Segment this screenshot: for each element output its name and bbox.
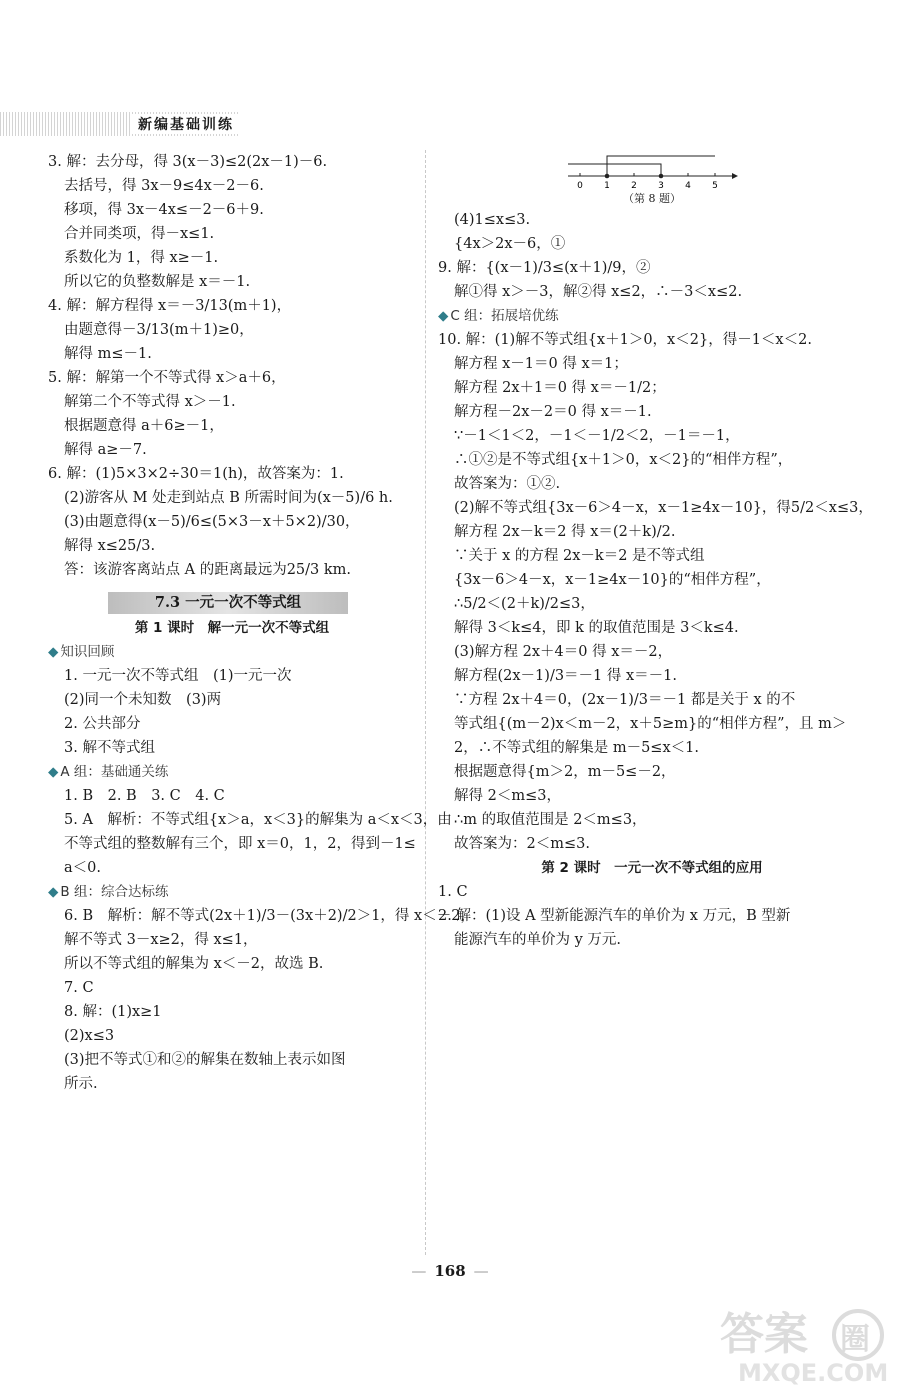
figure-caption: （第 8 题） [623,192,681,205]
header-title: 新编基础训练 [132,114,240,134]
answer-line: ∵方程 2x＋4＝0，(2x－1)/3＝－1 都是关于 x 的不 [454,692,796,708]
answer-line: ∴①②是不等式组{x＋1＞0，x＜2}的“相伴方程”， [454,452,793,468]
answer-line: 系数化为 1，得 x≥－1. [64,250,219,266]
answer-line: (2)同一个未知数 (3)两 [64,692,222,708]
answer-line: {4x＞2x－6，① [454,236,566,252]
answer-line: 故答案为：①②. [454,476,561,492]
answer-line: 1. B 2. B 3. C 4. C [64,788,225,804]
answer-line: 3. 解不等式组 [64,740,155,756]
answer-line: 解得 x≤25/3. [64,538,156,554]
group-heading [48,760,416,784]
answer-line: 移项，得 3x－4x≤－2－6＋9. [64,202,264,218]
answer-line: 3. 解：去分母，得 3(x－3)≤2(2x－1)－6. [48,154,328,170]
answer-list-top [48,150,416,582]
svg-text:答案: 答案 [720,1309,808,1360]
answer-line: 合并同类项，得－x≤1. [64,226,215,242]
answer-line: 由题意得－3/13(m＋1)≥0， [64,322,254,338]
solution-endpoint-lower [605,174,610,179]
answer-line: 所以它的负整数解是 x＝－1. [64,274,251,290]
answer-line: 8. 解：(1)x≥1 [64,1004,162,1020]
answer-line: 不等式组的整数解有三个，即 x＝0，1，2，得到－1≤ [64,836,416,852]
answer-line: 解得 m≤－1. [64,346,152,362]
group-heading-label: A 组：基础通关练 [60,764,169,780]
page-number: — 168 — [0,1262,900,1280]
diamond-bullet-icon: ◆ [48,884,59,900]
answer-line: 解方程－2x－2＝0 得 x＝－1. [454,404,652,420]
lesson-1-title: 第 1 课时 解一元一次不等式组 [134,620,330,636]
answer-line: 6. 解：(1)5×3×2÷30＝1(h)，故答案为：1. [48,466,344,482]
number-line-figure [562,150,742,190]
answer-line: 解得 3＜k≤4，即 k 的取值范围是 3＜k≤4. [454,620,739,636]
answer-list-c [438,880,866,952]
answer-line: (3)把不等式①和②的解集在数轴上表示如图 [64,1052,346,1068]
answer-line: 6. B 解析：解不等式(2x＋1)/3－(3x＋2)/2＞1，得 x＜－2， [64,908,475,924]
lesson-2-title: 第 2 课时 一元一次不等式组的应用 [541,860,763,876]
answer-line: (3)由题意得(x－5)/6≤(5×3－x＋5×2)/30， [64,514,360,530]
answer-line: a＜0. [64,860,101,876]
answer-line: (2)解不等式组{3x－6＞4－x，x－1≥4x－10}，得5/2＜x≤3， [454,500,873,516]
answer-line: 2. 解：(1)设 A 型新能源汽车的单价为 x 万元，B 型新 [438,908,791,924]
number-line-arrow [732,173,738,179]
section-title-banner: 7.3 一元一次不等式组 [108,592,348,614]
diamond-bullet-icon: ◆ [48,764,59,780]
answer-line: 解第二个不等式得 x＞－1. [64,394,236,410]
number-line-tick-label: 5 [712,181,718,190]
answer-line: 能源汽车的单价为 y 万元. [454,932,622,948]
answer-line: 4. 解：解方程得 x＝－3/13(m＋1)， [48,298,292,314]
answer-line: 解得 2＜m≤3， [454,788,561,804]
group-heading-label: 知识回顾 [60,644,115,660]
answer-line: 1. C [438,884,468,900]
number-line-tick-label: 2 [631,181,637,190]
answer-line: ∴m 的取值范围是 2＜m≤3， [454,812,647,828]
answer-line: 2. 公共部分 [64,716,141,732]
answer-line: (2)x≤3 [64,1028,115,1044]
number-line-tick-label: 4 [685,181,691,190]
group-heading-c [438,304,866,328]
answer-line: 解不等式 3－x≥2，得 x≤1， [64,932,258,948]
group-heading-c-label: C 组：拓展培优练 [450,308,559,324]
answer-line: 所示. [64,1076,98,1092]
answer-list-a [438,208,866,304]
answer-line: 故答案为：2＜m≤3. [454,836,590,852]
answer-line: 10. 解：(1)解不等式组{x＋1＞0，x＜2}，得－1＜x＜2. [438,332,812,348]
answer-line: 2，∴不等式组的解集是 m－5≤x＜1. [454,740,699,756]
answer-line: 根据题意得 a＋6≥－1， [64,418,224,434]
answer-line: 解方程 2x－k＝2 得 x＝(2＋k)/2. [454,524,676,540]
answer-line: 解方程(2x－1)/3＝－1 得 x＝－1. [454,668,678,684]
answer-line: 根据题意得{m＞2，m－5≤－2， [454,764,676,780]
answer-line: (4)1≤x≤3. [454,212,531,228]
watermark-logo-icon [718,1305,888,1385]
answer-line: 9. 解：{(x－1)/3≤(x＋1)/9，② [438,260,651,276]
answer-line: (2)游客从 M 处走到站点 B 所需时间为(x－5)/6 h. [64,490,393,506]
solution-endpoint-upper [659,174,664,179]
answer-line: 解方程 x－1＝0 得 x＝1； [454,356,628,372]
group-heading-label: B 组：综合达标练 [60,884,169,900]
answer-line: 等式组{(m－2)x＜m－2，x＋5≥m}的“相伴方程”，且 m＞ [454,716,847,732]
answer-line: 答：该游客离站点 A 的距离最远为25/3 km. [64,562,352,578]
answer-line: 5. A 解析：不等式组{x＞a，x＜3}的解集为 a＜x＜3，由 [64,812,452,828]
diamond-bullet-icon: ◆ [48,644,59,660]
number-line-tick-label: 1 [604,181,610,190]
answer-line: 去括号，得 3x－9≤4x－2－6. [64,178,264,194]
diamond-bullet-icon: ◆ [438,308,449,324]
answer-line: 所以不等式组的解集为 x＜－2，故选 B. [64,956,324,972]
column-divider [425,150,426,1255]
answer-line: 解①得 x＞－3，解②得 x≤2，∴－3＜x≤2. [454,284,743,300]
group-heading [48,640,416,664]
right-column [438,150,873,952]
answer-line: ∴5/2＜(2＋k)/2≤3， [454,596,595,612]
answer-line: 7. C [64,980,94,996]
number-line-tick-label: 3 [658,181,664,190]
watermark-text: MXQE.COM [738,1359,888,1385]
answer-line: ∵－1＜1＜2，－1＜－1/2＜2，－1＝－1， [454,428,740,444]
answer-line: 5. 解：解第一个不等式得 x＞a＋6， [48,370,286,386]
answer-line: 解得 a≥－7. [64,442,147,458]
answer-line: ∵关于 x 的方程 2x－k＝2 是不等式组 [454,548,705,564]
answer-line: {3x－6＞4－x，x－1≥4x－10}的“相伴方程”， [454,572,771,588]
svg-text:圈: 圈 [840,1322,870,1357]
answer-line: 解方程 2x＋1＝0 得 x＝－1/2； [454,380,666,396]
answer-line: 1. 一元一次不等式组 (1)一元一次 [64,668,292,684]
group-heading [48,880,416,904]
number-line-tick-label: 0 [577,181,583,190]
answer-list-b [438,328,873,856]
answer-line: (3)解方程 2x＋4＝0 得 x＝－2， [454,644,673,660]
solution-bracket-upper [568,164,661,176]
